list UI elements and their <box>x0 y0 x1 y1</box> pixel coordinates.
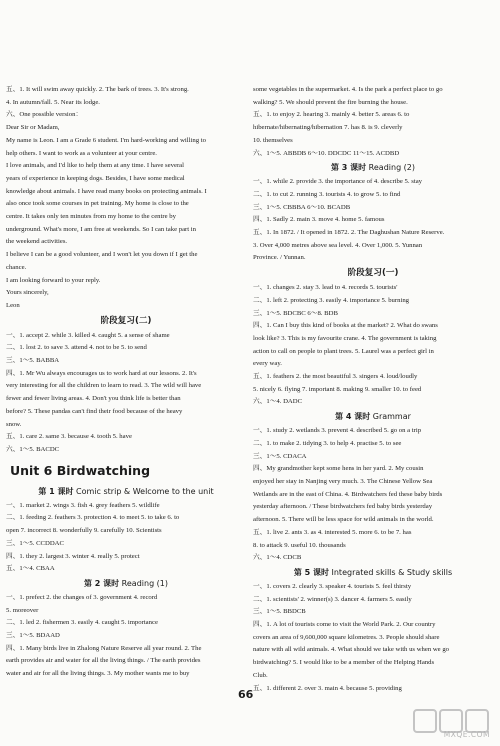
answer-line: 一、1. study 2. wetlands 3. prevent 4. described 5. go on a trip <box>253 427 422 435</box>
answer-line: 三、1～5. BABBA <box>6 357 60 365</box>
answer-line: earth provides air and water for all the living things. / The earth provides <box>6 657 201 665</box>
answer-line: 一、1. covers 2. clearly 3. speaker 4. tourists 5. feel thirsty <box>253 582 412 590</box>
answer-line: chance. <box>6 263 27 271</box>
answer-line: 五、1～4. CBAA <box>6 565 55 573</box>
lesson-heading <box>253 409 493 425</box>
answer-line: 二、1. to make 2. tidying 3. to help 4. practise 5. to see <box>253 439 402 447</box>
answer-line: Wetlands are in the east of China. 4. Birdwatchers fed these baby birds <box>253 490 443 498</box>
right-column <box>253 84 493 695</box>
answer-line: knowledge about animals. I have read many books on protecting animals. I <box>6 187 207 195</box>
answer-line: My name is Leon. I am a Grade 6 student. I'm hard-working and willing to <box>6 136 206 144</box>
answer-line: 六、One possible version： <box>6 111 83 119</box>
answer-line: 5. nicely 6. flying 7. important 8. making 9. smaller 10. to feed <box>253 385 422 393</box>
answer-line: 三、1～5. BDAAD <box>6 632 60 640</box>
answer-line: also once took some courses in pet training. My home is close to the <box>6 200 189 208</box>
answer-line: 二、1. to cut 2. running 3. tourists 4. to grow 5. to find <box>253 190 401 198</box>
answer-line: yesterday afternoon. / These birdwatchers fed baby birds yesterday <box>253 503 433 511</box>
answer-line: I love animals, and I'd like to help them at any time. I have several <box>6 162 184 170</box>
answer-line: 六、1～4. CDCB <box>253 554 302 562</box>
answer-line: water and air for all the living things. 3. My mother wants me to buy <box>6 670 190 678</box>
answer-line: 四、1. Many birds live in Zhalong Nature Reserve all year round. 2. The <box>6 644 202 652</box>
lesson-number: 第 1 课时 <box>38 486 74 496</box>
answer-line: afternoon. 5. There will be less space for wild animals in the world. <box>253 516 434 524</box>
answer-line: 10. themselves <box>253 136 293 144</box>
answer-line: centre. It takes only ten minutes from my home to the centre by <box>6 213 176 221</box>
answer-line: 一、1. changes 2. stay 3. lead to 4. records 5. tourists' <box>253 284 398 292</box>
answer-line: 一、1. while 2. provide 3. the importance of 4. describe 5. stay <box>253 178 423 186</box>
page-number: 66 <box>238 688 254 701</box>
answer-line: 四、1. they 2. largest 3. winter 4. really 5. protect <box>6 552 140 560</box>
answer-line: underground. What's more, I am free at weekends. So I can take part in <box>6 225 196 233</box>
answer-line: fewer and fewer living areas. 4. Don't you think life is better than <box>6 395 181 403</box>
answer-line: 5. moreover <box>6 606 39 614</box>
answer-line: 二、1. lost 2. to save 3. attend 4. not to be 5. to send <box>6 344 147 352</box>
section-heading: 阶段复习(一) <box>347 268 399 279</box>
lesson-number: 第 4 课时 <box>335 412 371 422</box>
answer-line: 三、1～5. CBBBA 6～10. BCADB <box>253 203 351 211</box>
answer-line: 四、1. A lot of tourists come to visit the World Park. 2. Our country <box>253 621 436 629</box>
answer-line: action to call on people to plant trees. 5. Laurel was a perfect girl in <box>253 347 434 355</box>
answer-line: 五、1. live 2. ants 3. as 4. interested 5. more 6. to be 7. has <box>253 528 412 536</box>
answer-line: years of experience in keeping dogs. Besides, I have some medical <box>6 174 185 182</box>
answer-line: some vegetables in the supermarket. 4. Is the park a perfect place to go <box>253 86 443 93</box>
left-column <box>6 84 246 681</box>
unit-title: Unit 6 Birdwatching <box>10 462 151 478</box>
answer-line: 四、1. Mr Wu always encourages us to work hard at our lessons. 2. It's <box>6 369 197 377</box>
lesson-title: Integrated skills & Study skills <box>328 567 453 577</box>
answer-line: open 7. incorrect 8. wonderfully 9. carefully 10. Scientists <box>6 527 162 535</box>
answer-line: before? 5. These pandas can't find their food because of the heavy <box>6 407 183 415</box>
answer-line: I am looking forward to your reply. <box>6 276 101 284</box>
answer-line: Leon <box>6 301 20 309</box>
answer-line: 三、1～5. BDCBC 6～8. BDB <box>253 309 338 317</box>
answer-line: 五、1. In 1872. / It opened in 1872. 2. The Daghushan Nature Reserve. <box>253 229 445 237</box>
answer-line: the weekend activities. <box>6 238 68 246</box>
answer-line: 六、1～5. BACDC <box>6 445 60 453</box>
answer-line: help others. I want to work as a volunteer at your centre. <box>6 149 157 157</box>
answer-line: enjoyed her stay in Nanjing very much. 3. The Chinese Yellow Sea <box>253 477 433 485</box>
answer-line: I believe I can be a good volunteer, and I won't let you down if I get the <box>6 251 198 259</box>
answer-line: Dear Sir or Madam, <box>6 124 60 132</box>
answer-line: Province. / Yunnan. <box>253 254 306 262</box>
answer-line: 五、1. care 2. same 3. because 4. tooth 5. have <box>6 433 132 441</box>
watermark-text: MXQE.COM <box>443 730 490 739</box>
answer-line: 四、1. Sadly 2. main 3. move 4. home 5. famous <box>253 216 385 224</box>
answer-line: 五、1. It will swim away quickly. 2. The bark of trees. 3. It's strong. <box>6 86 189 93</box>
lesson-title: Reading (2) <box>366 163 416 173</box>
answer-line: 三、1～5. BBDCB <box>253 608 306 616</box>
lesson-heading <box>253 160 493 176</box>
answer-line: 六、1～4. DADC <box>253 398 303 406</box>
lesson-heading <box>253 565 493 581</box>
answer-line: 五、1. feathers 2. the most beautiful 3. singers 4. loud/loudly <box>253 373 418 381</box>
answer-line: 4. In autumn/fall. 5. Near its lodge. <box>6 98 100 106</box>
answer-line: 一、1. prefect 2. the changes of 3. government 4. record <box>6 593 158 601</box>
answer-line: 四、1. Can I buy this kind of books at the market? 2. What do swans <box>253 322 438 330</box>
answer-line: 一、1. market 2. wings 3. fish 4. grey feathers 5. wildlife <box>6 501 160 509</box>
lesson-heading <box>6 484 246 500</box>
answer-line: birdwatching? 5. I would like to be a member of the Helping Hands <box>253 659 435 667</box>
answer-line: 二、1. scientists' 2. winner(s) 3. dancer 4. farmers 5. easily <box>253 595 412 603</box>
answer-line: Club. <box>253 671 268 679</box>
answer-line: walking? 5. We should prevent the fire burning the house. <box>253 98 408 106</box>
answer-line: 二、1. left 2. protecting 3. easily 4. importance 5. burning <box>253 296 410 304</box>
answer-line: 3. Over 4,000 metres above sea level. 4. Over 1,000. 5. Yunnan <box>253 241 423 249</box>
answer-line: 8. to attack 9. useful 10. thousands <box>253 541 346 549</box>
answer-line: covers an area of 9,600,000 square kilometres. 3. People should share <box>253 633 440 641</box>
answer-line: nature with all wild animals. 4. What should we take with us when we go <box>253 646 450 654</box>
section-heading: 阶段复习(二) <box>100 315 152 326</box>
answer-line: Yours sincerely, <box>6 289 49 297</box>
answer-line: very interesting for all the children to learn to read. 3. The wild will have <box>6 382 202 390</box>
lesson-heading <box>6 576 246 592</box>
lesson-number: 第 2 课时 <box>83 578 120 588</box>
answer-line: 六、1～5. ABBDB 6～10. DDCDC 11～15. ACDBD <box>253 149 400 157</box>
answer-line: look like? 3. This is my favourite crane. 4. The government is taking <box>253 334 437 342</box>
lesson-title: Reading (1) <box>119 578 169 588</box>
answer-line: 三、1～5. CCDDAC <box>6 539 64 547</box>
answer-line: 三、1～5. CDACA <box>253 452 307 460</box>
lesson-title: Grammar <box>370 412 411 422</box>
answer-line: 五、1. to enjoy 2. hearing 3. mainly 4. better 5. areas 6. to <box>253 111 410 119</box>
answer-line: hibernate/hibernating/hibernation 7. has 8. is 9. cleverly <box>253 124 403 132</box>
lesson-title: Comic strip & Welcome to the unit <box>73 486 214 496</box>
answer-line: 四、My grandmother kept some hens in her yard. 2. My cousin <box>253 465 424 473</box>
answer-line: 二、1. feeding 2. feathers 3. protection 4. to meet 5. to take 6. to <box>6 514 180 522</box>
answer-line: 一、1. accept 2. while 3. killed 4. caught 5. a sense of shame <box>6 331 170 339</box>
lesson-number: 第 5 课时 <box>293 567 329 577</box>
answer-line: snow. <box>6 420 22 428</box>
answer-line: 二、1. led 2. fishermen 3. easily 4. caught 5. importance <box>6 619 158 627</box>
lesson-number: 第 3 课时 <box>330 163 367 173</box>
answer-line: 五、1. different 2. over 3. main 4. because 5. providing <box>253 684 402 692</box>
answer-line: every way. <box>253 360 282 368</box>
